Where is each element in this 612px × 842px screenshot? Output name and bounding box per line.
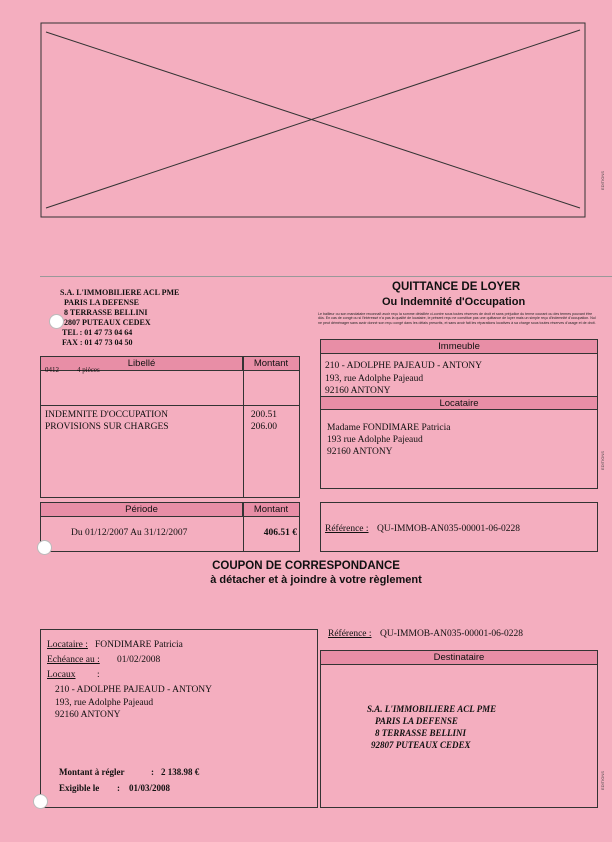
period-divider [243,503,244,551]
coupon-locaux-line2: 193, rue Adolphe Pajeaud [55,698,154,708]
period-table [40,502,300,552]
sender-line3: 8 TERRASSE BELLINI [64,308,148,317]
side-print-bottom: EDITIONS [600,771,605,790]
reference-value: QU-IMMOB-AN035-00001-06-0228 [377,524,521,534]
coupon-montant-label: Montant à régler [59,767,125,777]
receipt-title: QUITTANCE DE LOYER [392,281,521,293]
locataire-line3: 92160 ANTONY [327,447,393,457]
col-libelle-header: Libellé [41,357,243,371]
coupon-locaux-label: Locaux [47,670,76,680]
coupon-locaux-colon: : [97,670,100,680]
destinataire-header: Destinataire [321,651,597,665]
locataire-line1: Madame FONDIMARE Patricia [327,423,451,433]
immeuble-line1: 210 - ADOLPHE PAJEAUD - ANTONY [325,361,483,371]
coupon-exigible-value: 01/03/2008 [129,783,171,793]
coupon-locataire-label: Locataire : [47,640,88,650]
period-value: Du 01/12/2007 Au 31/12/2007 [71,528,188,538]
dest-line1: S.A. L'IMMOBILIERE ACL PME [367,704,497,714]
lot-desc: 4 pièces [77,366,100,374]
coupon-exigible-label: Exigible le [59,783,100,793]
dest-line3: 8 TERRASSE BELLINI [375,728,467,738]
row-label-2: PROVISIONS SUR CHARGES [45,422,169,432]
coupon-montant-value: 2 138.98 € [161,767,200,777]
coupon-locataire-value: FONDIMARE Patricia [95,640,183,650]
coupon-montant-colon: : [151,767,154,777]
row-label-1: INDEMNITE D'OCCUPATION [45,410,169,420]
receipt-subtitle: Ou Indemnité d'Occupation [382,296,526,308]
coupon-exigible-colon: : [117,783,120,793]
coupon-reference-label: Référence : [328,629,372,639]
fold-line [40,276,612,277]
punch-hole-2 [37,540,52,555]
col-periode-header: Période [41,503,243,517]
immeuble-locataire-box [320,339,598,489]
side-print-middle: EDITIONS [600,451,605,470]
destinataire-box [320,650,598,808]
sender-fax: FAX : 01 47 73 04 50 [62,338,133,347]
immeuble-line2: 193, rue Adolphe Pajeaud [325,374,424,384]
reference-label: Référence : [325,524,369,534]
col-montant-period-header: Montant [243,503,299,517]
punch-hole [49,314,64,329]
coupon-left-box [40,629,318,808]
crossed-box [40,22,586,218]
coupon-echeance-value: 01/02/2008 [117,655,161,665]
detail-table [40,356,300,498]
period-amount: 406.51 € [263,528,297,538]
row-amount-1: 200.51 [250,410,277,420]
lot-code: 0412 [45,366,59,374]
dest-line2: PARIS LA DEFENSE [375,716,458,726]
coupon-locaux-line1: 210 - ADOLPHE PAJEAUD - ANTONY [55,685,213,695]
coupon-subtitle: à détacher et à joindre à votre règlement [210,574,422,586]
sender-line2: PARIS LA DEFENSE [64,298,139,307]
row-divider [41,405,299,406]
locataire-line2: 193 rue Adolphe Pajeaud [327,435,423,445]
coupon-locaux-line3: 92160 ANTONY [55,710,121,720]
coupon-reference-value: QU-IMMOB-AN035-00001-06-0228 [380,629,524,639]
locataire-header: Locataire [321,396,597,410]
immeuble-line3: 92160 ANTONY [325,386,391,396]
punch-hole-3 [33,794,48,809]
side-print-top: EDITIONS [600,171,605,190]
dest-line4: 92807 PUTEAUX CEDEX [371,740,471,750]
coupon-title: COUPON DE CORRESPONDANCE [212,560,400,572]
sender-line4: 2807 PUTEAUX CEDEX [64,318,151,327]
row-amount-2: 206.00 [250,422,277,432]
column-divider [243,357,244,497]
sender-name: S.A. L'IMMOBILIERE ACL PME [60,288,180,297]
immeuble-header: Immeuble [321,340,597,354]
col-montant-header: Montant [243,357,299,371]
sender-tel: TEL : 01 47 73 04 64 [62,328,133,337]
reference-box [320,502,598,552]
coupon-echeance-label: Echéance au : [47,655,100,665]
legal-text: Le bailleur ou son mandataire reconnaît avoir reçu la somme détaillée ci-contre sous toutes réserves de droit et sans préjudice du terme courant ou des termes pouvant être dûs. En cas de congé ou si l'intéressé n'a pas la qualité de locataire, le présent reçu ne constitue pas une quittance de loyer mais un simple reçu d'indemnité d'occupation. Nul ne peut déménager sans avoir donné son reçu congé dans les délais prescrits, et sans avoir fait les réparations locatives à sa charge sous toutes réserves d'usage et de droit. [318,312,596,325]
